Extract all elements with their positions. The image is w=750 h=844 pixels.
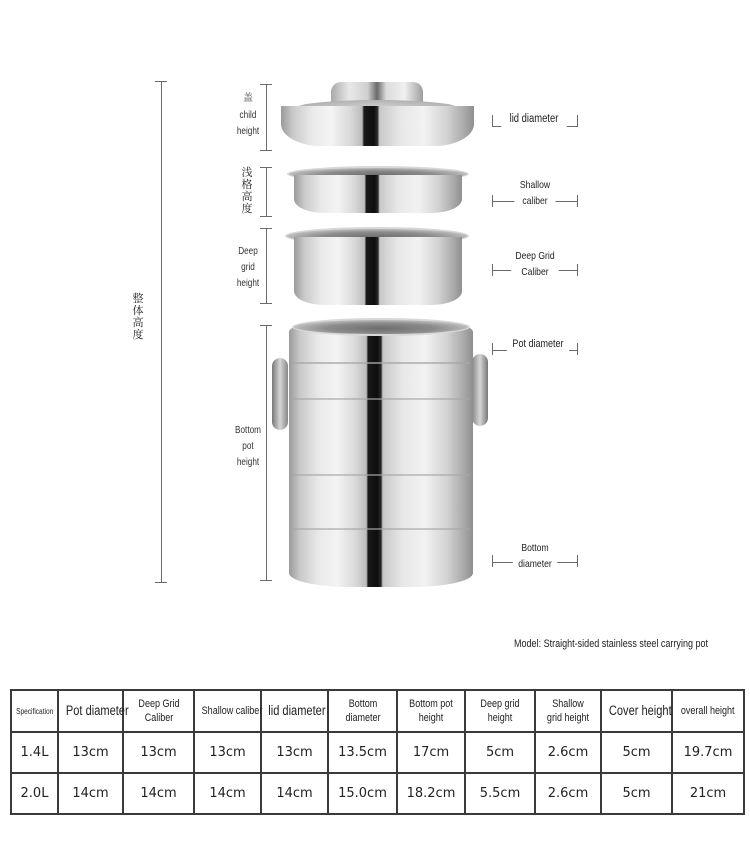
ruler-tick-bottom — [155, 582, 167, 583]
header-text: Deep Grid Caliber — [137, 698, 180, 724]
lid-height-label — [232, 108, 265, 140]
tick — [492, 555, 493, 567]
label-line: Bottom — [235, 425, 261, 436]
table-cell: 14cm — [123, 773, 194, 814]
header-text: overall height — [681, 705, 735, 717]
label-line: pot — [242, 441, 254, 452]
lid-body — [281, 106, 474, 146]
header-text: Shallow caliber — [201, 705, 263, 717]
ruler-line — [161, 81, 162, 583]
tick — [260, 580, 272, 581]
bottom-diameter-label — [513, 540, 557, 572]
pot-groove — [292, 398, 470, 400]
pot-groove — [292, 474, 470, 476]
shallow-caliber-label — [515, 177, 556, 209]
tick — [260, 303, 272, 304]
label-line: caliber — [522, 195, 548, 207]
lid-diameter-label: lid diameter — [501, 111, 567, 127]
overall-height-label-cn: 整体高度 — [132, 292, 144, 341]
tick — [577, 555, 578, 567]
header-text: Specification — [16, 706, 54, 716]
table-cell: 21cm — [672, 773, 744, 814]
header-cell — [58, 690, 129, 732]
right-handle — [472, 354, 488, 426]
table-cell: 5cm — [601, 773, 672, 814]
deep-grid-caliber-label — [511, 248, 559, 280]
header-cell — [397, 690, 465, 732]
table-cell: 1.4L — [11, 732, 58, 773]
tick — [260, 216, 272, 217]
table-cell: 2.0L — [11, 773, 58, 814]
label-line: height — [236, 278, 260, 289]
header-cell — [601, 690, 672, 732]
table-cell: 2.6cm — [535, 773, 601, 814]
label-line: Deep Grid — [515, 250, 555, 262]
table-cell: 5cm — [601, 732, 672, 773]
left-handle — [272, 358, 288, 430]
header-cell — [261, 690, 328, 732]
label-line: height — [236, 126, 260, 137]
lid-height-label-cn: 盖 — [243, 93, 253, 104]
header-cell — [535, 690, 601, 732]
table-cell: 14cm — [58, 773, 123, 814]
label-line: height — [236, 457, 260, 468]
header-text: Cover height — [608, 702, 672, 718]
header-text: Bottom diameter — [344, 698, 381, 724]
shallow-grid-height-label-cn: 浅格高度 — [241, 166, 253, 215]
label-line: Bottom — [521, 542, 549, 554]
table-cell: 18.2cm — [397, 773, 465, 814]
header-cell — [328, 690, 397, 732]
tick — [492, 343, 493, 355]
header-text: Bottom pot height — [409, 698, 453, 724]
pot-diameter-label: Pot diameter — [507, 336, 569, 352]
header-cell — [194, 690, 261, 732]
header-cell — [11, 690, 58, 732]
table-cell: 5.5cm — [465, 773, 535, 814]
header-text: lid diameter — [268, 702, 326, 718]
table-cell: 14cm — [194, 773, 261, 814]
line — [266, 325, 267, 580]
header-cell — [123, 690, 194, 732]
table-cell: 14cm — [261, 773, 328, 814]
model-caption: Model: Straight-sided stainless steel carrying pot — [514, 638, 709, 650]
bottom-pot-opening — [292, 318, 470, 336]
header-cell — [672, 690, 744, 732]
tick — [577, 264, 578, 276]
header-text: Pot diameter — [65, 702, 129, 718]
header-text: Deep grid height — [480, 698, 520, 724]
label-line: child — [239, 110, 257, 121]
label-line: diameter — [518, 558, 552, 570]
tick — [577, 115, 578, 127]
deep-tray-body — [294, 237, 462, 305]
pot-groove — [292, 528, 470, 530]
table-cell: 19.7cm — [672, 732, 744, 773]
tick — [577, 195, 578, 207]
spec-table — [10, 689, 745, 815]
header-cell — [465, 690, 535, 732]
tick — [577, 343, 578, 355]
bottom-pot-height-label — [230, 423, 266, 471]
table-row — [11, 732, 744, 773]
table-cell: 17cm — [397, 732, 465, 773]
table-header-row — [11, 690, 744, 732]
header-text: Shallow grid height — [546, 698, 590, 724]
table-cell: 13cm — [194, 732, 261, 773]
table-cell: 13cm — [261, 732, 328, 773]
table-row — [11, 773, 744, 814]
table-cell: 13cm — [123, 732, 194, 773]
label-line: Caliber — [521, 266, 549, 278]
line — [266, 228, 267, 303]
table-cell: 2.6cm — [535, 732, 601, 773]
line — [266, 84, 267, 150]
shallow-tray-body — [294, 175, 462, 213]
table-cell: 5cm — [465, 732, 535, 773]
tick — [260, 150, 272, 151]
label-line: Shallow — [519, 179, 551, 191]
table-cell: 15.0cm — [328, 773, 397, 814]
pot-groove — [292, 362, 470, 364]
table-cell: 13.5cm — [328, 732, 397, 773]
table-cell: 13cm — [58, 732, 123, 773]
deep-grid-height-label — [232, 244, 265, 292]
label-line: grid — [241, 262, 255, 273]
label-line: Deep — [238, 246, 258, 257]
line — [266, 167, 267, 216]
